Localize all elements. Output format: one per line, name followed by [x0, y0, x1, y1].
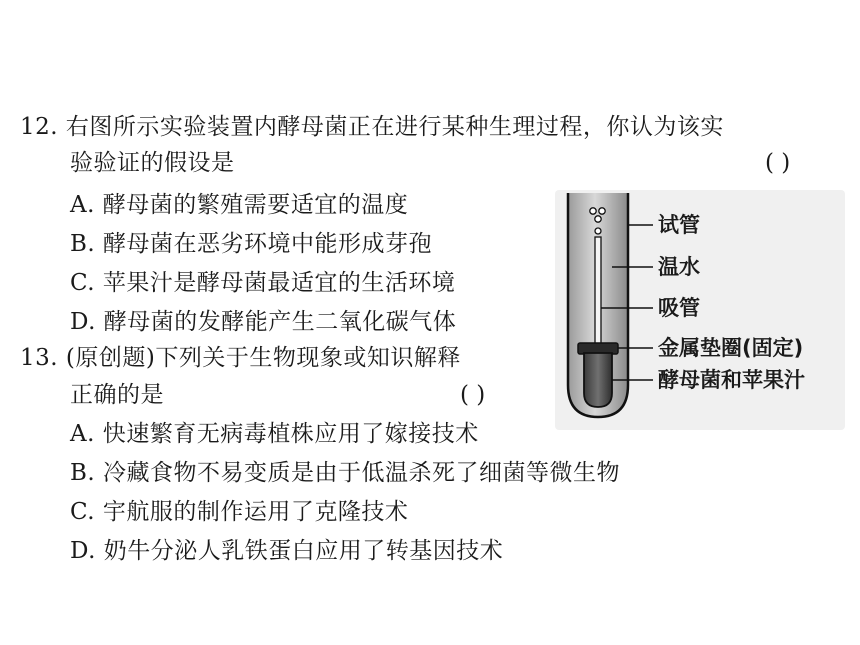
- q13-option-d: D. 奶牛分泌人乳铁蛋白应用了转基因技术: [70, 538, 504, 564]
- figure-label-yeast-juice: 酵母菌和苹果汁: [658, 368, 805, 392]
- bubble-icon: [595, 228, 601, 234]
- q13-stem-line1: 13. (原创题)下列关于生物现象或知识解释: [20, 345, 461, 371]
- figure-label-warm-water: 温水: [658, 255, 700, 279]
- straw-icon: [595, 237, 601, 347]
- q12-stem-line2: 验验证的假设是: [70, 150, 235, 176]
- q13-stem-line2: 正确的是: [70, 382, 164, 408]
- bubble-icon: [599, 208, 605, 214]
- bubble-icon: [590, 208, 596, 214]
- inner-tube-icon: [584, 353, 612, 407]
- q13-answer-blank: ( ): [460, 382, 486, 408]
- q12-answer-blank: ( ): [765, 150, 791, 176]
- q12-option-d: D. 酵母菌的发酵能产生二氧化碳气体: [70, 309, 457, 335]
- figure-label-straw: 吸管: [658, 296, 700, 320]
- figure-label-test-tube: 试管: [658, 213, 700, 237]
- figure-label-metal-ring: 金属垫圈(固定): [658, 336, 804, 360]
- bubble-icon: [595, 216, 601, 222]
- q12-option-a: A. 酵母菌的繁殖需要适宜的温度: [70, 192, 409, 218]
- q12-option-c: C. 苹果汁是酵母菌最适宜的生活环境: [70, 270, 456, 296]
- q13-option-b: B. 冷藏食物不易变质是由于低温杀死了细菌等微生物: [70, 460, 621, 486]
- q13-option-c: C. 宇航服的制作运用了克隆技术: [70, 499, 409, 525]
- q12-stem-line1: 12. 右图所示实验装置内酵母菌正在进行某种生理过程，你认为该实: [20, 114, 724, 140]
- q13-option-a: A. 快速繁育无病毒植株应用了嫁接技术: [70, 421, 479, 447]
- q12-option-b: B. 酵母菌在恶劣环境中能形成芽孢: [70, 231, 433, 257]
